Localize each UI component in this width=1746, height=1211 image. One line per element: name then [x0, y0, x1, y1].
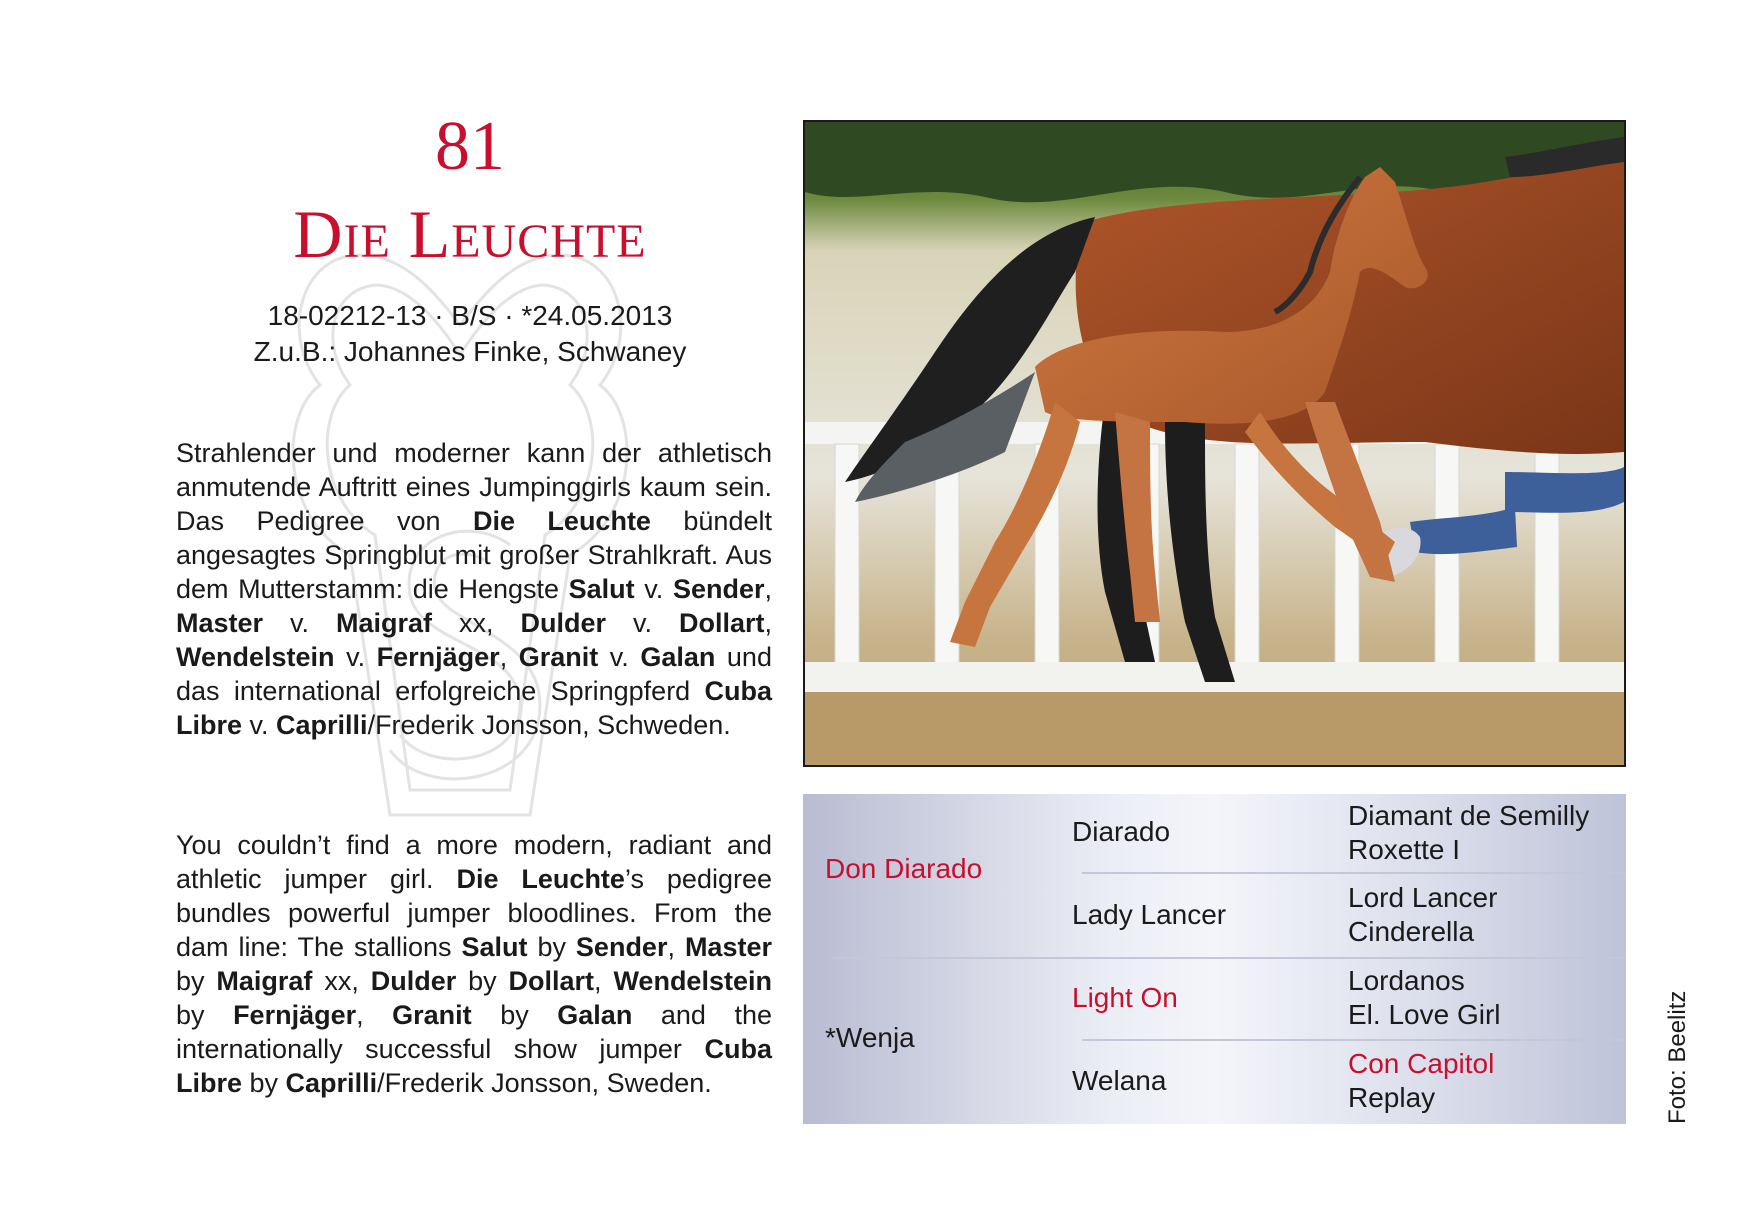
photo-credit: Foto: Beelitz — [1664, 990, 1691, 1124]
horse-photo — [803, 120, 1626, 767]
pedigree-divider — [1082, 1039, 1626, 1041]
pedigree-g3: Con Capitol — [1348, 1048, 1495, 1079]
pedigree-table — [803, 794, 1626, 1124]
description-english: You couldn’t find a more modern, radiant and athletic jumper girl. Die Leuchte’s pedigree bundles powerful jumper bloodlines. From the dam line: The stallions Salut by Sender, Master by Maigraf xx, Dulder by Dollart, Wendelstein by Fernjäger, Granit by Galan and the internationally successful show jumper Cuba Libre by Caprilli/Frederik Jonsson, Sweden. — [176, 830, 773, 1098]
pedigree-g3: Roxette I — [1348, 834, 1461, 865]
horse-name: Die Leuchte — [293, 196, 647, 272]
pedigree-g3: Lordanos — [1348, 965, 1465, 996]
pedigree-sire-dam: Lady Lancer — [1072, 899, 1227, 930]
pedigree-dam: *Wenja — [825, 1022, 915, 1053]
pedigree-sire-sire: Diarado — [1072, 816, 1171, 847]
pedigree-g3: Replay — [1348, 1082, 1436, 1113]
pedigree-divider — [833, 957, 1626, 959]
pedigree-g3: Cinderella — [1348, 916, 1475, 947]
pedigree-dam-dam: Welana — [1072, 1065, 1167, 1096]
lot-number: 81 — [435, 108, 505, 185]
breeder-line: Z.u.B.: Johannes Finke, Schwaney — [253, 336, 687, 367]
pedigree-sire: Don Diarado — [825, 853, 983, 884]
pedigree-dam-sire: Light On — [1072, 982, 1178, 1013]
pedigree-g3: El. Love Girl — [1348, 999, 1501, 1030]
registration-line: 18-02212-13 · B/S · *24.05.2013 — [267, 300, 673, 331]
pedigree-g3: Lord Lancer — [1348, 882, 1498, 913]
pedigree-g3: Diamant de Semilly — [1348, 800, 1590, 831]
description-german: Strahlender und moderner kann der athletisch anmutende Auftritt eines Jumpinggirls kaum sein. Das Pedigree von Die Leuchte bündelt angesagtes Springblut mit großer Strahlkraft. Aus dem Mutterstamm: die Hengste Salut v. Sender, Master v. Maigraf xx, Dulder v. Dollart, Wendelstein v. Fernjäger, Granit v. Galan und das international erfolgreiche Springpferd Cuba Libre v. Caprilli/Frederik Jonsson, Schweden. — [176, 438, 772, 740]
pedigree-divider — [1082, 872, 1626, 874]
